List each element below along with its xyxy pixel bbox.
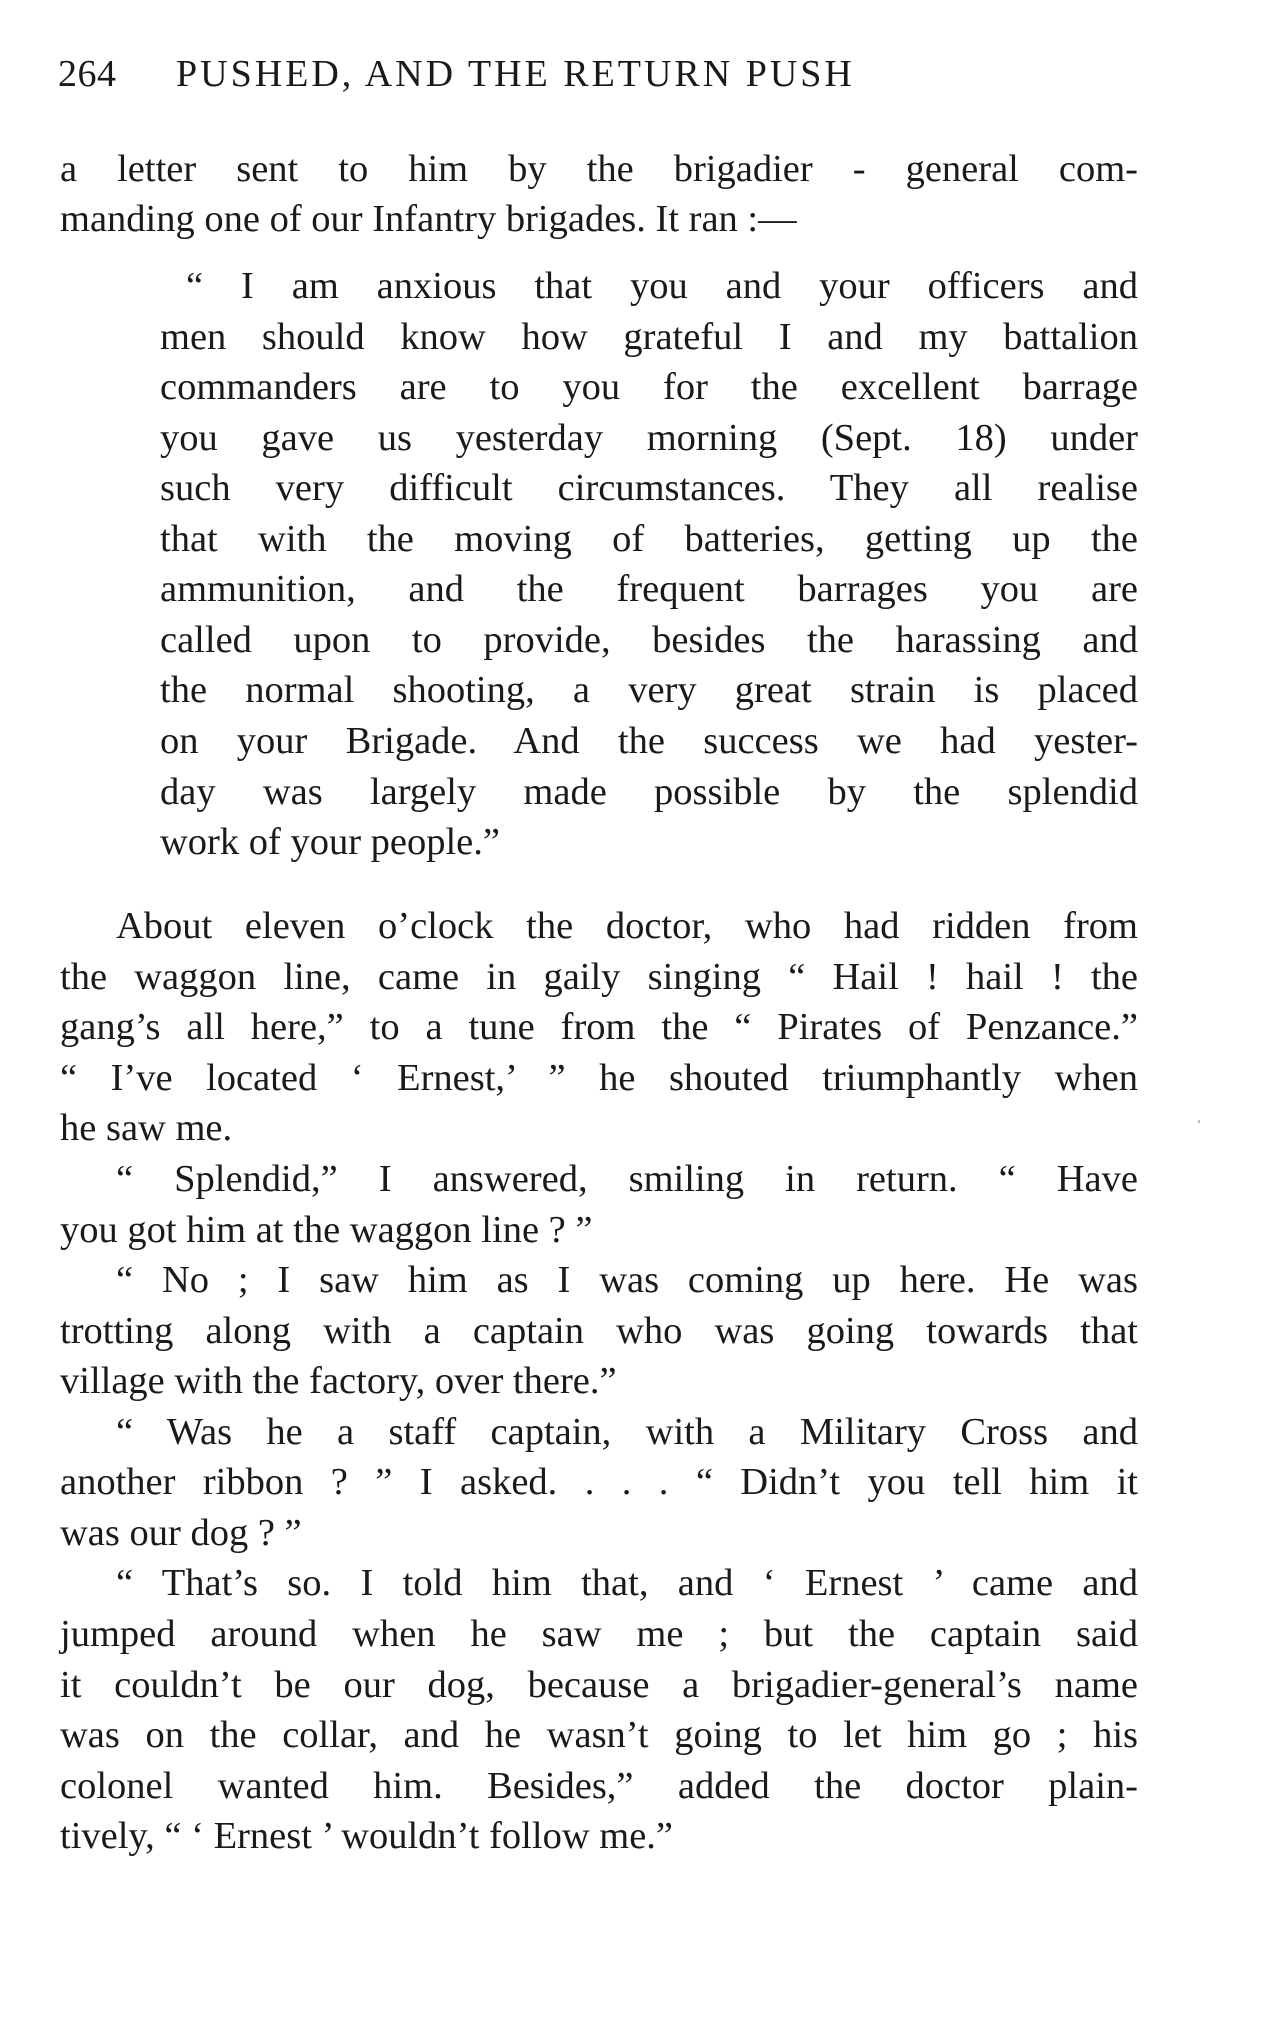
text-line: gang’s all here,” to a tune from the “ Pirates of Penzance.”	[60, 1006, 1138, 1048]
text-line: such very difficult circumstances. They all realise	[160, 467, 1138, 509]
text-line: colonel wanted him. Besides,” added the doctor plain-	[60, 1765, 1138, 1807]
scan-speck	[1198, 1120, 1200, 1123]
text-line: village with the factory, over there.”	[60, 1360, 617, 1402]
text-line: jumped around when he saw me ; but the captain said	[60, 1613, 1138, 1655]
text-line: “ I’ve located ‘ Ernest,’ ” he shouted triumphantly when	[60, 1057, 1138, 1099]
text-line: day was largely made possible by the splendid	[160, 771, 1138, 813]
text-line: “ I am anxious that you and your officers and	[186, 265, 1138, 307]
text-line: “ Splendid,” I answered, smiling in return. “ Have	[116, 1158, 1138, 1200]
text-line: tively, “ ‘ Ernest ’ wouldn’t follow me.”	[60, 1815, 673, 1857]
text-line: commanders are to you for the excellent barrage	[160, 366, 1138, 408]
text-line: “ That’s so. I told him that, and ‘ Ernest ’ came and	[116, 1562, 1138, 1604]
text-line: men should know how grateful I and my battalion	[160, 316, 1138, 358]
text-line: About eleven o’clock the doctor, who had ridden from	[116, 905, 1138, 947]
page-header	[58, 52, 1148, 108]
text-line: the waggon line, came in gaily singing “ Hail ! hail ! the	[60, 956, 1138, 998]
text-line: he saw me.	[60, 1107, 233, 1149]
text-line: the normal shooting, a very great strain is placed	[160, 669, 1138, 711]
page-number: 264	[58, 53, 117, 95]
text-line: ammunition, and the frequent barrages you are	[160, 568, 1138, 610]
text-line: “ No ; I saw him as I was coming up here. He was	[116, 1259, 1138, 1301]
text-line: a letter sent to him by the brigadier - general com-	[60, 148, 1138, 190]
text-line: was our dog ? ”	[60, 1512, 302, 1554]
text-line: work of your people.”	[160, 821, 500, 863]
text-line: manding one of our Infantry brigades. It ran :—	[60, 198, 797, 240]
text-line: on your Brigade. And the success we had yester-	[160, 720, 1138, 762]
text-line: you gave us yesterday morning (Sept. 18) under	[160, 417, 1138, 459]
text-line: it couldn’t be our dog, because a brigadier-general’s name	[60, 1664, 1138, 1706]
text-line: “ Was he a staff captain, with a Military Cross and	[116, 1411, 1138, 1453]
text-line: you got him at the waggon line ? ”	[60, 1209, 593, 1251]
text-line: called upon to provide, besides the harassing and	[160, 619, 1138, 661]
text-line: that with the moving of batteries, getting up the	[160, 518, 1138, 560]
text-line: another ribbon ? ” I asked. . . . “ Didn’t you tell him it	[60, 1461, 1138, 1503]
text-line: trotting along with a captain who was going towards that	[60, 1310, 1138, 1352]
text-line: was on the collar, and he wasn’t going to let him go ; his	[60, 1714, 1138, 1756]
running-title: PUSHED, AND THE RETURN PUSH	[176, 53, 855, 95]
